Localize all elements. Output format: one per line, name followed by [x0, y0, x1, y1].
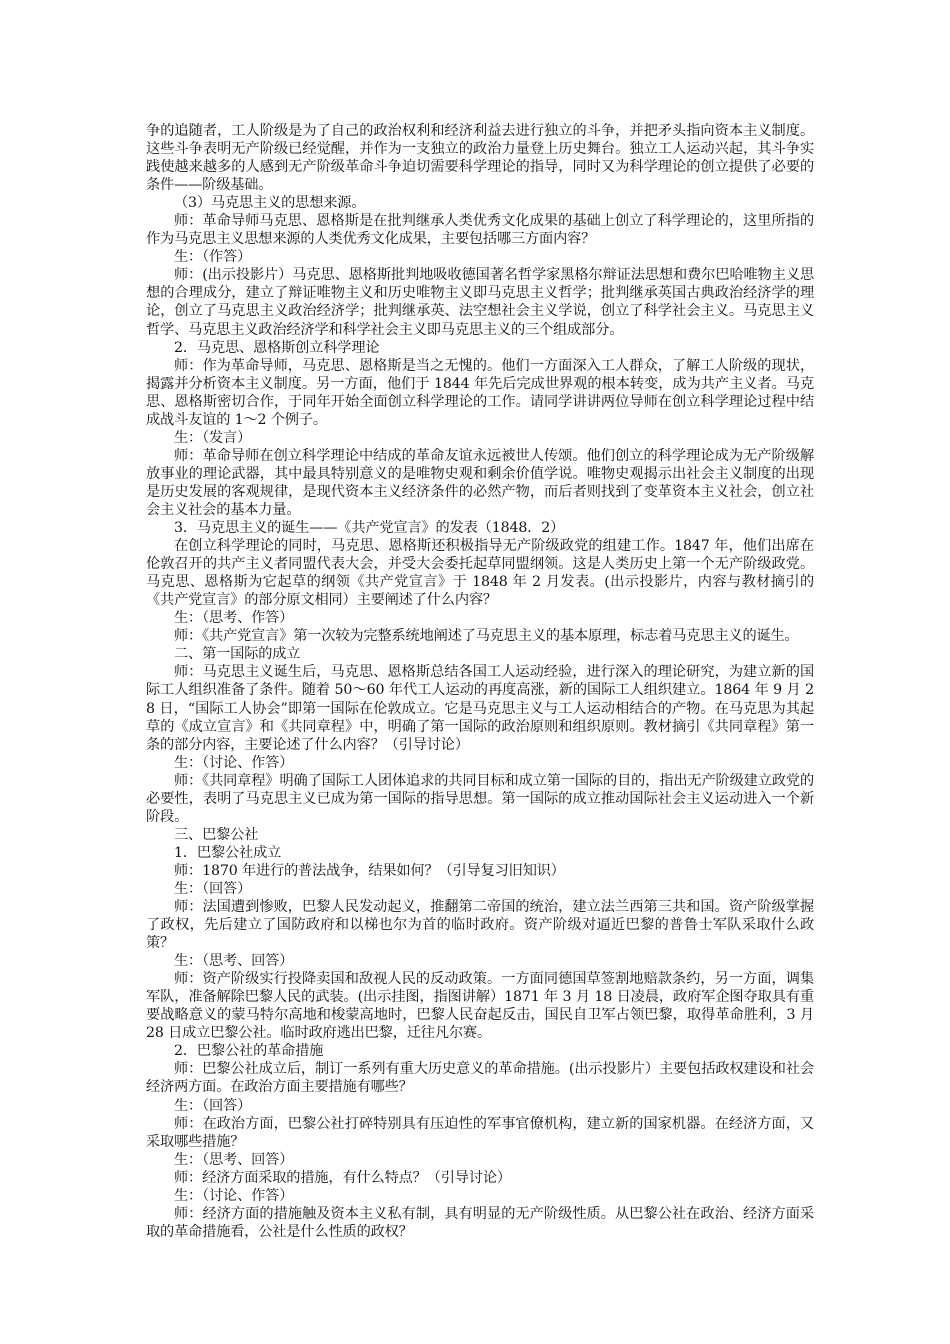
paragraph: 生：（发言）	[174, 429, 252, 446]
paragraph: 生：（作答）	[174, 249, 252, 266]
paragraph: 师：《共同章程》明确了国际工人团体追求的共同目标和成立第一国际的目的，指出无产阶级建立政党的必要性，表明了马克思主义已成为第一国际的指导思想。第一国际的成立推动国际社会主义运动进入一个新阶段。	[146, 772, 814, 825]
paragraph: 师：经济方面采取的措施，有什么特点？（引导讨论）	[174, 1169, 511, 1186]
paragraph: 生：（思考、回答）	[174, 953, 294, 970]
paragraph: 师：资产阶级实行投降卖国和敌视人民的反动政策。一方面同德国草签割地赔款条约，另一方面，调集军队，准备解除巴黎人民的武装。(出示挂图，指图讲解）1871 年 3 月 18 日凌晨，政府军企图夺取具有重要战略意义的蒙马特尔高地和梭蒙高地时，巴黎人民奋起反击，国民自卫军占领巴黎，取得革命胜利，3 月 28 日成立巴黎公社。临时政府逃出巴黎，迁往凡尔赛。	[146, 971, 814, 1042]
paragraph: 三、巴黎公社	[174, 826, 259, 843]
paragraph: 师：(出示投影片）马克思、恩格斯批判地吸收德国著名哲学家黑格尔辩证法思想和费尔巴哈唯物主义思想的合理成分，建立了辩证唯物主义和历史唯物主义即马克思主义哲学；批判继承英国古典政治经济学的理论，创立了马克思主义政治经济学；批判继承英、法空想社会主义学说，创立了科学社会主义。马克思主义哲学、马克思主义政治经济学和科学社会主义即马克思主义的三个组成部分。	[146, 267, 814, 338]
paragraph: 二、第一国际的成立	[174, 646, 301, 663]
paragraph: 师：马克思主义诞生后，马克思、恩格斯总结各国工人运动经验，进行深入的理论研究，为建立新的国际工人组织准备了条件。随着 50～60 年代工人运动的再度高涨，新的国际工人组织建立。1864 年 9 月 28 日，“国际工人协会”即第一国际在伦敦成立。它是马克思主义与工人运动相结合的产物。在马克思为其起草的《成立宣言》和《共同章程》中，明确了第一国际的政治原则和组织原则。教材摘引《共同章程》第一条的部分内容，主要论述了什么内容？（引导讨论）	[146, 664, 814, 753]
paragraph: 师：革命导师马克思、恩格斯是在批判继承人类优秀文化成果的基础上创立了科学理论的，这里所指的作为马克思主义思想来源的人类优秀文化成果，主要包括哪三方面内容？	[146, 213, 814, 248]
paragraph: 生：（回答）	[174, 1097, 252, 1114]
paragraph: 师：法国遭到惨败，巴黎人民发动起义，推翻第二帝国的统治，建立法兰西第三共和国。资产阶级掌握了政权，先后建立了国防政府和以梯也尔为首的临时政府。资产阶级对逼近巴黎的普鲁士军队采取什么政策？	[146, 899, 814, 952]
paragraph: 1．巴黎公社成立	[174, 844, 282, 861]
paragraph: 在创立科学理论的同时，马克思、恩格斯还积极指导无产阶级政党的组建工作。1847 年，他们出席在伦敦召开的共产主义者同盟代表大会，并受大会委托起草同盟纲领。这是人类历史上第一个无产阶级政党。马克思、恩格斯为它起草的纲领《共产党宣言》于 1848 年 2 月发表。(出示投影片，内容与教材摘引的《共产党宣言》的部分原文相同）主要阐述了什么内容？	[146, 538, 814, 609]
paragraph: 生：（讨论、作答）	[174, 754, 294, 771]
paragraph: 生：（思考、作答）	[174, 610, 294, 627]
document-body	[146, 122, 814, 1241]
paragraph: （3）马克思主义的思想来源。	[174, 195, 366, 212]
paragraph: 师：经济方面的措施触及资本主义私有制，具有明显的无产阶级性质。从巴黎公社在政治、经济方面采取的革命措施看，公社是什么性质的政权？	[146, 1205, 814, 1240]
paragraph: 师：《共产党宣言》第一次较为完整系统地阐述了马克思主义的基本原理，标志着马克思主义的诞生。	[174, 628, 799, 645]
paragraph: 师：作为革命导师，马克思、恩格斯是当之无愧的。他们一方面深入工人群众，了解工人阶级的现状，揭露并分析资本主义制度。另一方面，他们于 1844 年先后完成世界观的根本转变，成为共产主义者。马克思、恩格斯密切合作，于同年开始全面创立科学理论的工作。请同学讲讲两位导师在创立科学理论过程中结成战斗友谊的 1～2 个例子。	[146, 357, 814, 428]
paragraph: 生：（思考、回答）	[174, 1151, 294, 1168]
paragraph: 3．马克思主义的诞生——《共产党宣言》的发表（1848．2）	[174, 520, 565, 537]
paragraph: 师：1870 年进行的普法战争，结果如何？（引导复习旧知识）	[174, 862, 565, 879]
paragraph: 2．巴黎公社的革命措施	[174, 1043, 324, 1060]
paragraph: 师：革命导师在创立科学理论中结成的革命友谊永远被世人传颂。他们创立的科学理论成为无产阶级解放事业的理论武器，其中最具特别意义的是唯物史观和剩余价值学说。唯物史观揭示出社会主义制度的出现是历史发展的客观规律，是现代资本主义经济条件的必然产物，而后者则找到了变革资本主义社会，创立社会主义社会的基本力量。	[146, 447, 814, 518]
paragraph: 师：在政治方面，巴黎公社打碎特别具有压迫性的军事官僚机构，建立新的国家机器。在经济方面，又采取哪些措施？	[146, 1115, 814, 1150]
paragraph: 师：巴黎公社成立后，制订一系列有重大历史意义的革命措施。(出示投影片）主要包括政权建设和社会经济两方面。在政治方面主要措施有哪些？	[146, 1061, 814, 1096]
paragraph: 争的追随者，工人阶级是为了自己的政治权利和经济利益去进行独立的斗争，并把矛头指向资本主义制度。这些斗争表明无产阶级已经觉醒，并作为一支独立的政治力量登上历史舞台。独立工人运动兴起，其斗争实践使越来越多的人感到无产阶级革命斗争迫切需要科学理论的指导，同时又为科学理论的创立提供了必要的条件——阶级基础。	[146, 123, 814, 194]
paragraph: 生：（讨论、作答）	[174, 1187, 294, 1204]
paragraph: 2．马克思、恩格斯创立科学理论	[174, 339, 380, 356]
paragraph: 生：（回答）	[174, 880, 252, 897]
